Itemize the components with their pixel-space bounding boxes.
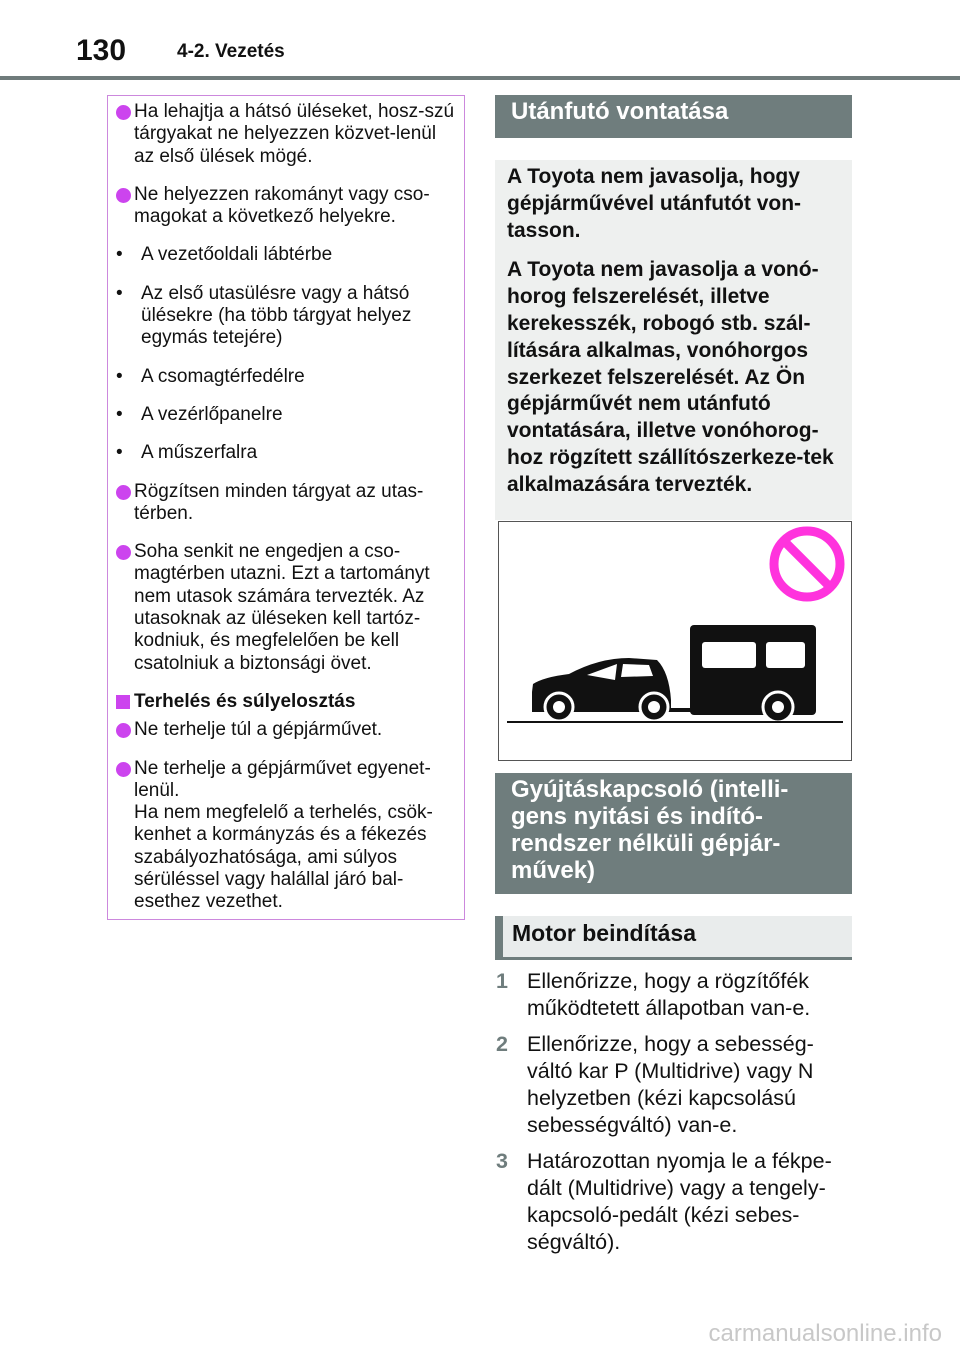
sub-text: A vezérlőpanelre [141,403,283,425]
towing-prohibited-illustration [498,521,852,761]
step-item [496,1148,856,1256]
heading-text: Terhelés és súlyelosztás [134,690,356,712]
notice-box [495,160,852,520]
subsection-heading: Motor beindítása [495,916,852,960]
item-text: Rögzítsen minden tárgyat az utas-térben. [134,480,424,524]
step-text: Határozottan nyomja le a fékpe-dált (Multidrive) vagy a tengely-kapcsoló-pedált (kézi sebes-ségváltó). [527,1149,832,1254]
step-item [496,968,856,1022]
sub-item: • A műszerfalra [116,442,454,464]
list-item [116,481,454,526]
page-number: 130 [76,34,127,67]
notice-text: A Toyota nem javasolja a vonó-horog felszerelését, illetve kerekesszék, robogó stb. szál-lítására alkalmas, vonóhorgos szerkezet felszerelését. Az Ön gépjárművét nem utánfutó vontatására, illetve vonóhorog-hoz rögzített szállítószerkeze-tek alkalmazására tervezték. [507,258,834,496]
car-icon [532,658,671,721]
chapter-title: 4-2. Vezetés [177,41,285,62]
section-heading: Utánfutó vontatása [495,95,852,138]
sub-text: A vezetőoldali lábtérbe [141,244,333,266]
bullet-icon [116,105,131,120]
step-text: Ellenőrizze, hogy a rögzítőfék működtetett állapotban van-e. [527,969,811,1020]
notice-text: A Toyota nem javasolja, hogy gépjárművével utánfutót von-tasson. [507,165,802,242]
sub-item: • Az első utasülésre vagy a hátsó ülésekre (ha több tárgyat helyez egymás tetejére) [116,283,454,350]
sub-item: • A vezetőoldali lábtérbe [116,244,454,266]
list-item [116,758,454,914]
item-text: Ne helyezzen rakományt vagy cso-magokat a következő helyekre. [134,183,430,228]
item-text: Ne terhelje túl a gépjárművet. [134,719,383,741]
bullet-icon [116,485,131,500]
step-item [496,1031,856,1139]
item-text: Ne terhelje a gépjárművet egyenet-lenül. [134,757,431,801]
caution-box [107,95,465,920]
item-text: Ha nem megfelelő a terhelés, csök-kenhet a kormányzás és a fékezés szabályozhatósága, ami súlyos sérüléssel vagy halállal járó bal-esethez vezethet. [134,802,433,913]
bullet-icon [116,545,131,560]
square-bullet-icon [116,695,130,709]
list-item [116,101,454,168]
item-text: Soha senkit ne engedjen a cso-magtérben utazni. Ezt a tartományt nem utasok számára tervezték. Az utasoknak az üléseken kell tartóz-kodniuk, és megfelelően be kell csatolniuk a biztonsági övet. [134,541,430,674]
step-number: 2 [496,1032,508,1056]
bullet-icon [116,723,131,738]
item-text: Ha lehajtja a hátsó üléseket, hosz-szú tárgyakat ne helyezzen közvet-lenül az első ülések mögé. [134,101,455,167]
step-number: 1 [496,969,508,993]
sub-item: • A vezérlőpanelre [116,404,454,426]
step-number: 3 [496,1149,508,1173]
section-heading: Gyújtáskapcsoló (intelli-gens nyitási és indító-rendszer nélküli gépjár-művek) [495,773,852,894]
box-heading [116,691,454,713]
bullet-icon [116,762,131,777]
sub-text: Az első utasülésre vagy a hátsó ülésekre (ha több tárgyat helyez egymás tetejére) [141,282,412,349]
watermark: carmanualsonline.info [708,1320,942,1347]
list-item [116,184,454,229]
header-rule [0,76,960,80]
list-item [116,541,454,675]
sub-text: A műszerfalra [141,442,258,464]
steps-list [496,968,856,1265]
prohibited-icon [774,531,840,597]
sub-text: A csomagtérfedélre [141,365,305,387]
trailer-icon [669,625,816,722]
list-item [116,719,454,741]
sub-item: • A csomagtérfedélre [116,366,454,388]
bullet-icon [116,188,131,203]
step-text: Ellenőrizze, hogy a sebesség-váltó kar P (Multidrive) vagy N helyzetben (kézi kapcsolású sebességváltó) van-e. [527,1032,814,1137]
